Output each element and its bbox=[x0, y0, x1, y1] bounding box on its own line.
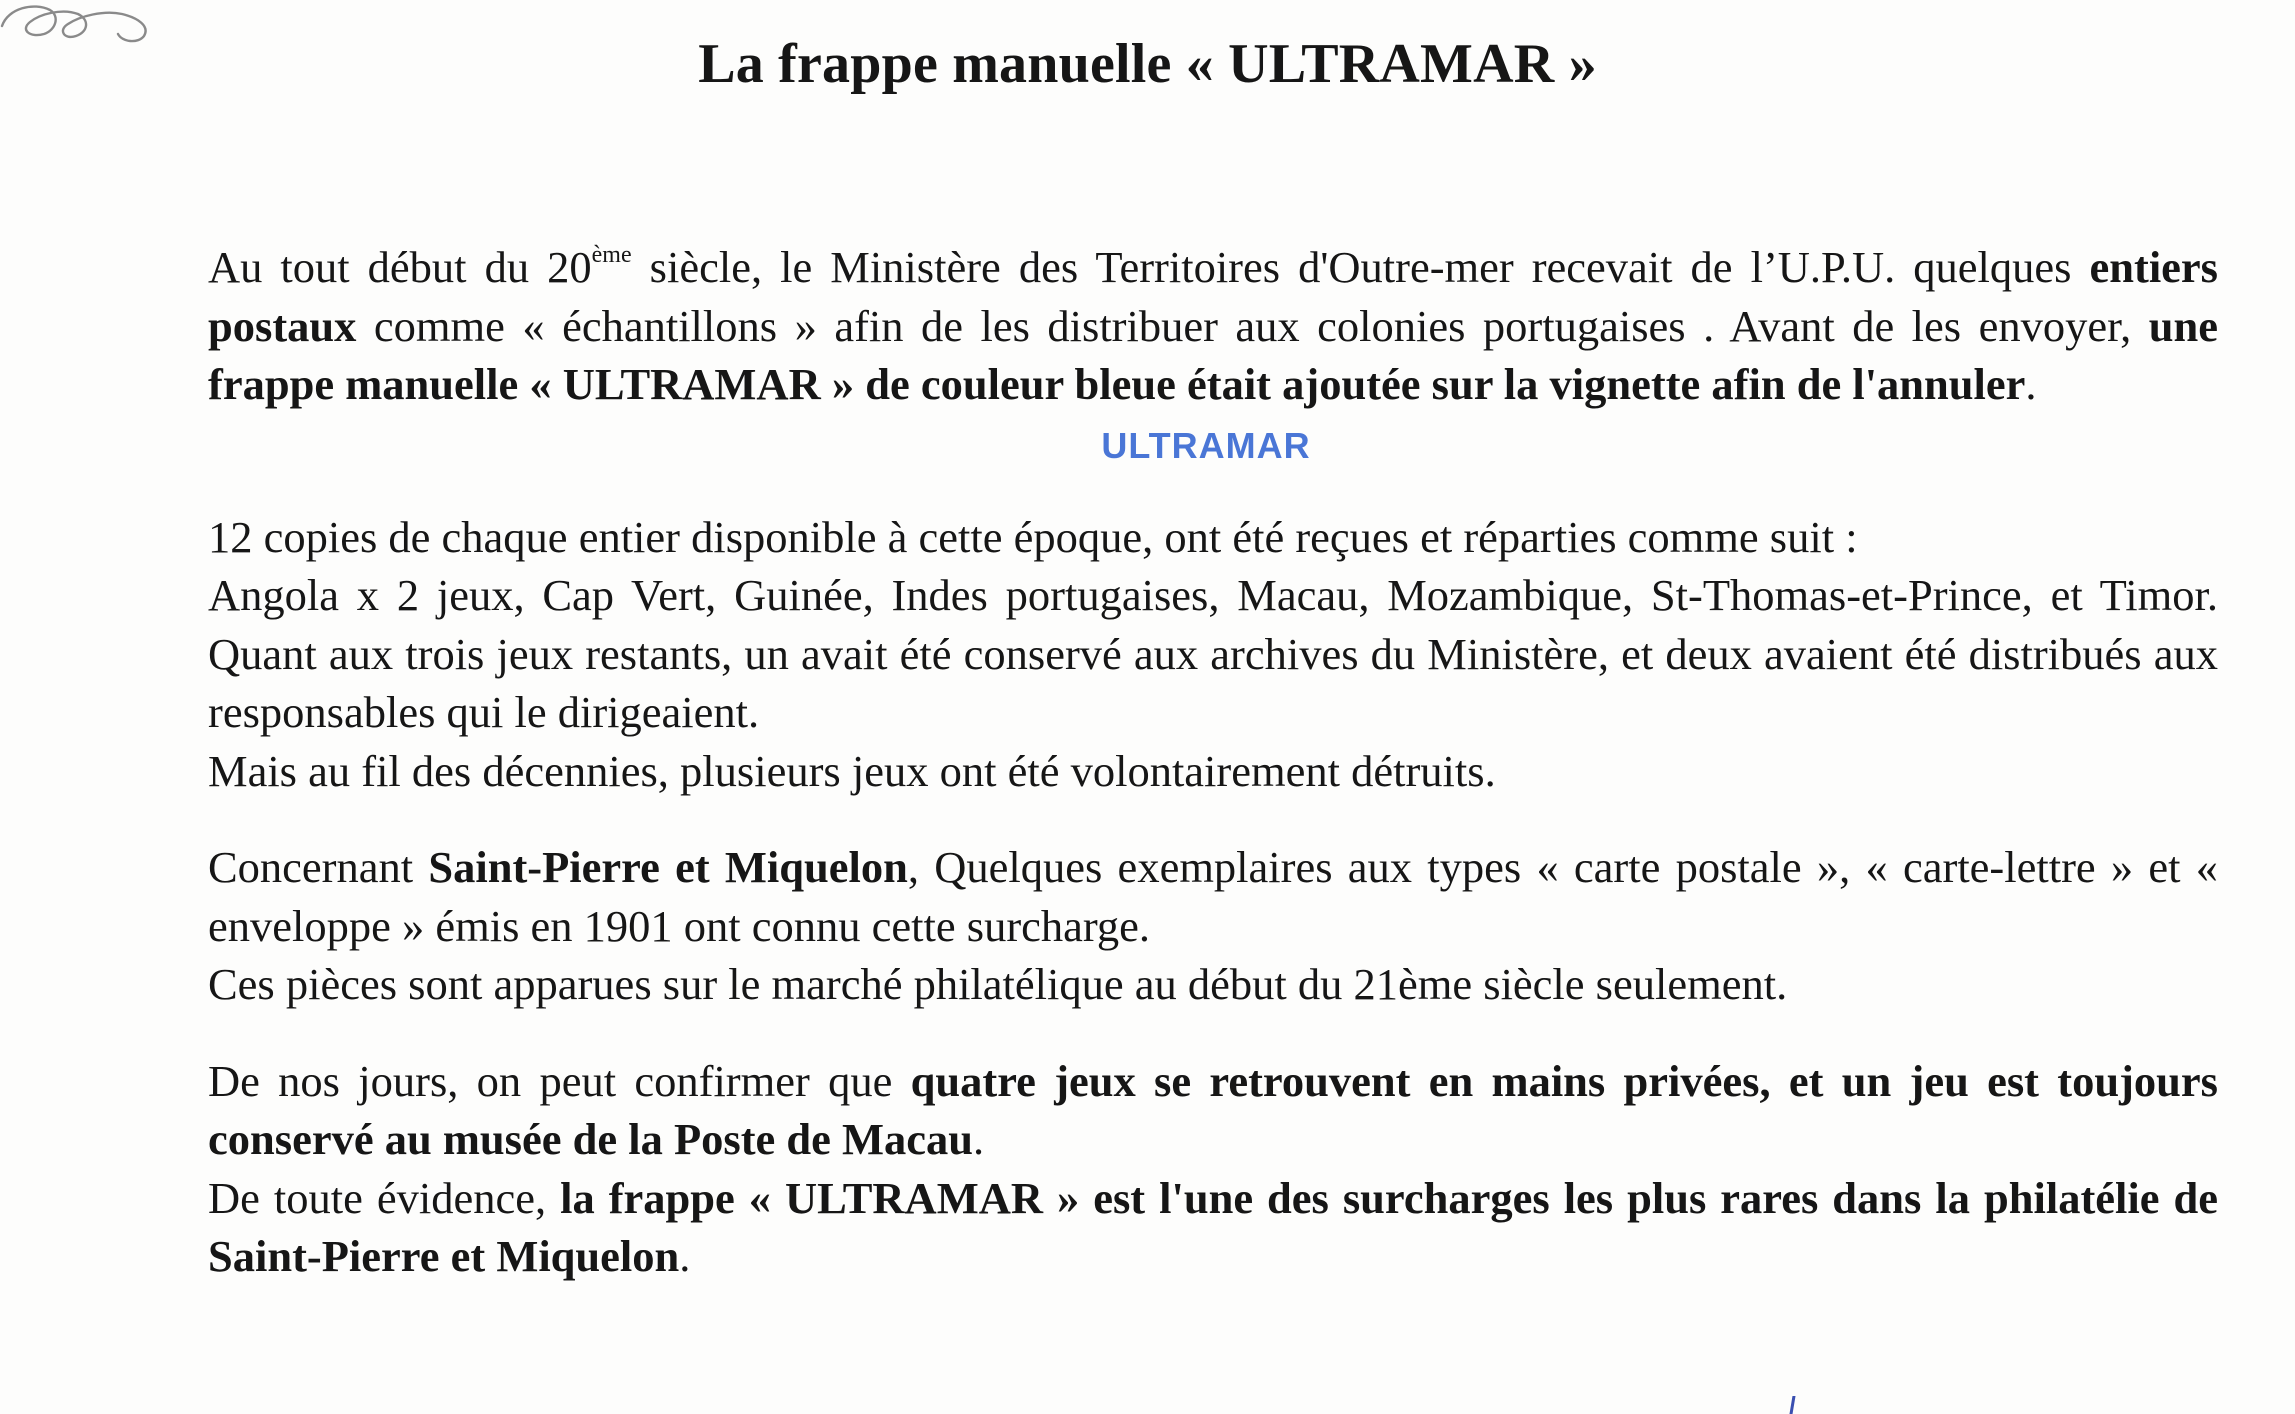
pen-mark-icon bbox=[1788, 1396, 1798, 1414]
spm-text-rest: , Quelques exemplaires aux types « carte postale », « carte-lettre » et « enveloppe » émis en 1901 ont connu cette surcharge. bbox=[208, 842, 2218, 951]
conclusion-text-start: De toute évidence, bbox=[208, 1172, 561, 1223]
today-period: . bbox=[973, 1114, 985, 1164]
paragraph-distribution-line1: 12 copies de chaque entier disponible à cette époque, ont été reçues et réparties comme suit : bbox=[208, 511, 1858, 562]
intro-period: . bbox=[2025, 359, 2037, 409]
today-text-start: De nos jours, on peut confirmer que bbox=[208, 1055, 911, 1106]
paragraph-distribution-line3: Mais au fil des décennies, plusieurs jeux ont été volontairement détruits. bbox=[208, 745, 1496, 796]
document-body bbox=[208, 238, 2218, 1286]
ultramar-stamp-impression: ULTRAMAR bbox=[1101, 424, 1311, 466]
bold-entiers-postaux: entiers postaux bbox=[208, 242, 2219, 351]
paragraph-conclusion bbox=[208, 1169, 2218, 1286]
bold-frappe-description: une frappe manuelle « ULTRAMAR » de couleur bleue était ajoutée sur la vignette afin de l'annuler bbox=[208, 300, 2218, 409]
paragraph-intro bbox=[208, 238, 2218, 414]
intro-text-continued: comme « échantillons » afin de les distribuer aux colonies portugaises . Avant de les envoyer, bbox=[356, 300, 2149, 351]
paragraph-spm-line2: Ces pièces sont apparues sur le marché philatélique au début du 21ème siècle seulement. bbox=[208, 959, 1788, 1009]
spm-text-start: Concernant bbox=[208, 842, 429, 892]
paragraph-spm bbox=[208, 838, 2218, 955]
page-title: La frappe manuelle « ULTRAMAR » bbox=[698, 33, 1597, 95]
bold-saint-pierre-miquelon: Saint-Pierre et Miquelon bbox=[428, 842, 908, 892]
intro-text-middle: siècle, le Ministère des Territoires d'Outre-mer recevait de l’U.P.U. quelques bbox=[631, 242, 2090, 292]
bold-rarity-statement: la frappe « ULTRAMAR » est l'une des surcharges les plus rares dans la philatélie de Saint-Pierre et Miquelon bbox=[208, 1172, 2218, 1281]
superscript-eme: ème bbox=[591, 242, 632, 268]
bold-quatre-jeux: quatre jeux se retrouvent en mains privées, et un jeu est toujours conservé au musée de la Poste de Macau bbox=[208, 1055, 2218, 1164]
intro-text-start: Au tout début du 20 bbox=[208, 242, 592, 292]
stamp-line bbox=[208, 414, 2218, 472]
paragraph-today bbox=[208, 1052, 2218, 1169]
conclusion-period: . bbox=[679, 1231, 691, 1281]
paragraph-distribution-line2: Angola x 2 jeux, Cap Vert, Guinée, Indes portugaises, Macau, Mozambique, St-Thomas-et-Prince, et Timor. Quant aux trois jeux restants, un avait été conservé aux archives du Ministère, et deux avaient été distribués aux responsables qui le dirigeaient. bbox=[208, 570, 2218, 737]
